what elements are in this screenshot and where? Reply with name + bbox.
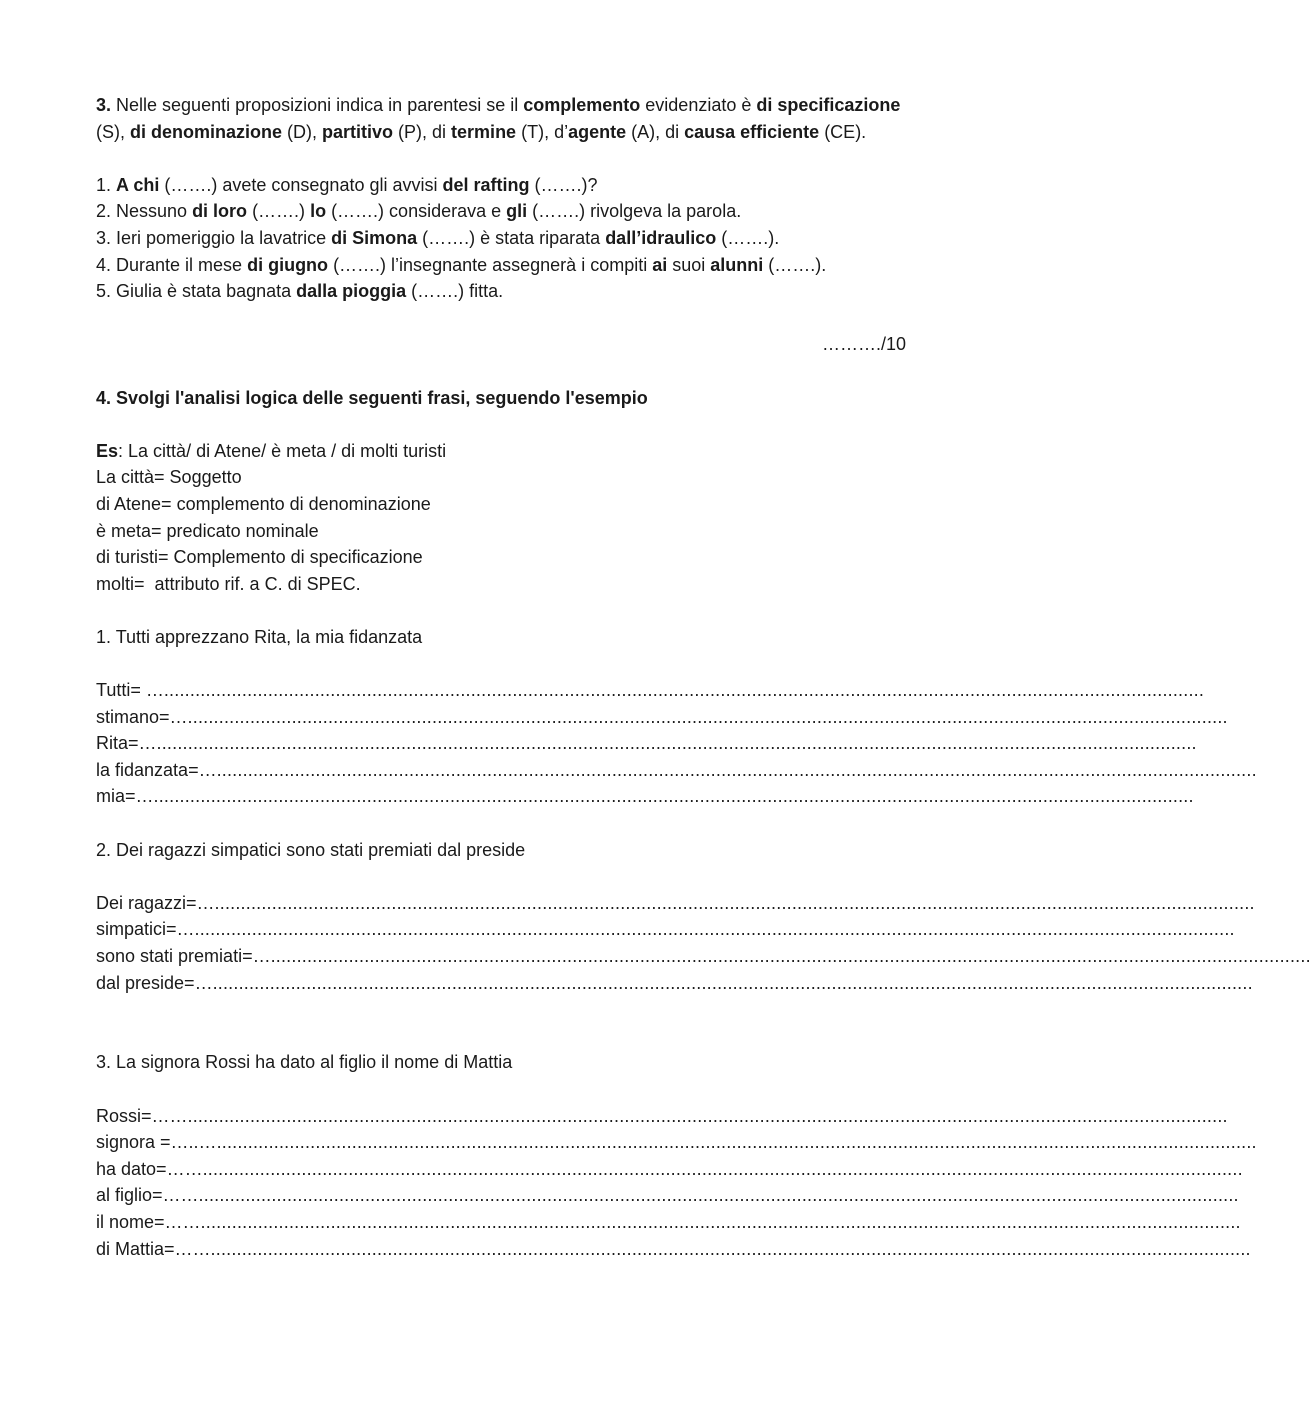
worksheet-content bbox=[96, 92, 1311, 1262]
answer-label: signora =…..… bbox=[96, 1132, 217, 1153]
answer-label: dal preside=… bbox=[96, 972, 213, 993]
answer-dots: ........................................................................................................................................................................................................ bbox=[216, 1132, 1257, 1153]
answer-label: Rossi=…… bbox=[96, 1105, 188, 1126]
answer-label: simpatici=… bbox=[96, 919, 195, 940]
answer-dots: ........................................................................................................................................................................................................ bbox=[187, 706, 1228, 727]
answer-line[interactable] bbox=[96, 1182, 1239, 1209]
sentence-title: 2. Dei ragazzi simpatici sono stati premiati dal preside bbox=[96, 839, 526, 860]
answer-label: ha dato=…… bbox=[96, 1158, 203, 1179]
answer-dots: ........................................................................................................................................................................................................ bbox=[153, 786, 1194, 807]
answer-dots: ........................................................................................................................................................................................................ bbox=[270, 946, 1311, 966]
answer-dots: ........................................................................................................................................................................................................ bbox=[198, 1185, 1239, 1206]
answer-dots: ........................................................................................................................................................................................................ bbox=[187, 1105, 1228, 1126]
answer-label: il nome=…… bbox=[96, 1211, 201, 1232]
answer-label: Tutti= … bbox=[96, 680, 164, 701]
answer-label: sono stati premiati=… bbox=[96, 946, 271, 966]
answer-line[interactable] bbox=[96, 677, 1205, 704]
answer-dots: ........................................................................................................................................................................................................ bbox=[194, 919, 1235, 940]
exercise-4-title: 4. Svolgi l'analisi logica delle seguenti frasi, seguendo l'esempio bbox=[96, 387, 648, 408]
answer-line[interactable] bbox=[96, 1129, 1257, 1156]
answer-line[interactable] bbox=[96, 1103, 1228, 1130]
exercise-3-item: 1. A chi (…….) avete consegnato gli avvisi del rafting (…….)? bbox=[96, 174, 598, 195]
answer-dots: ........................................................................................................................................................................................................ bbox=[200, 1211, 1241, 1232]
answer-label: stimano=… bbox=[96, 706, 188, 727]
answer-line[interactable] bbox=[96, 916, 1235, 943]
sentence-title: 3. La signora Rossi ha dato al figlio il nome di Mattia bbox=[96, 1052, 513, 1073]
answer-label: Rita=… bbox=[96, 733, 157, 754]
answer-dots: ........................................................................................................................................................................................................ bbox=[216, 759, 1257, 780]
answer-label: la fidanzata=… bbox=[96, 759, 217, 780]
answer-dots: ........................................................................................................................................................................................................ bbox=[202, 1158, 1243, 1179]
answer-line[interactable] bbox=[96, 730, 1197, 757]
answer-line[interactable] bbox=[96, 1209, 1241, 1236]
answer-dots: ........................................................................................................................................................................................................ bbox=[163, 680, 1205, 701]
answer-dots: ........................................................................................................................................................................................................ bbox=[210, 1238, 1251, 1259]
answer-label: mia=… bbox=[96, 786, 154, 807]
example-line: molti= attributo rif. a C. di SPEC. bbox=[96, 573, 361, 594]
answer-label: Dei ragazzi=… bbox=[96, 892, 215, 913]
exercise-3-item: 5. Giulia è stata bagnata dalla pioggia (…….) fitta. bbox=[96, 281, 504, 302]
example-line: è meta= predicato nominale bbox=[96, 520, 319, 541]
answer-dots: ........................................................................................................................................................................................................ bbox=[156, 733, 1197, 754]
example-line: di Atene= complemento di denominazione bbox=[96, 493, 431, 514]
answer-label: di Mattia=…… bbox=[96, 1238, 211, 1259]
answer-label: al figlio=…… bbox=[96, 1185, 199, 1206]
example-sentence: Es: La città/ di Atene/ è meta / di molti turisti bbox=[96, 440, 447, 461]
answer-line[interactable] bbox=[96, 704, 1228, 731]
answer-dots: ........................................................................................................................................................................................................ bbox=[214, 892, 1255, 913]
exercise-3-item: 2. Nessuno di loro (…….) lo (…….) considerava e gli (…….) rivolgeva la parola. bbox=[96, 201, 742, 222]
sentence-title: 1. Tutti apprezzano Rita, la mia fidanzata bbox=[96, 626, 423, 647]
answer-line[interactable] bbox=[96, 757, 1257, 784]
answer-line[interactable] bbox=[96, 1236, 1251, 1263]
exercise-3-item: 3. Ieri pomeriggio la lavatrice di Simona (…….) è stata riparata dall’idraulico (…….). bbox=[96, 227, 780, 248]
example-line: La città= Soggetto bbox=[96, 467, 242, 488]
answer-line[interactable] bbox=[96, 970, 1253, 997]
exercise-3-instructions: 3. Nelle seguenti proposizioni indica in parentesi se il complemento evidenziato è di specificazione (S), di denominazione (D), partitivo (P), di termine (T), d’agente (A), di causa efficiente (CE). bbox=[96, 95, 901, 142]
exercise-3-score: ………./10 bbox=[821, 334, 906, 355]
example-line: di turisti= Complemento di specificazione bbox=[96, 547, 423, 568]
answer-line[interactable] bbox=[96, 890, 1255, 917]
answer-line[interactable] bbox=[96, 783, 1194, 810]
answer-line[interactable] bbox=[96, 1156, 1243, 1183]
answer-line[interactable] bbox=[96, 943, 1311, 970]
answer-dots: ........................................................................................................................................................................................................ bbox=[212, 972, 1253, 993]
exercise-3-item: 4. Durante il mese di giugno (…….) l’insegnante assegnerà i compiti ai suoi alunni (…….). bbox=[96, 254, 827, 275]
